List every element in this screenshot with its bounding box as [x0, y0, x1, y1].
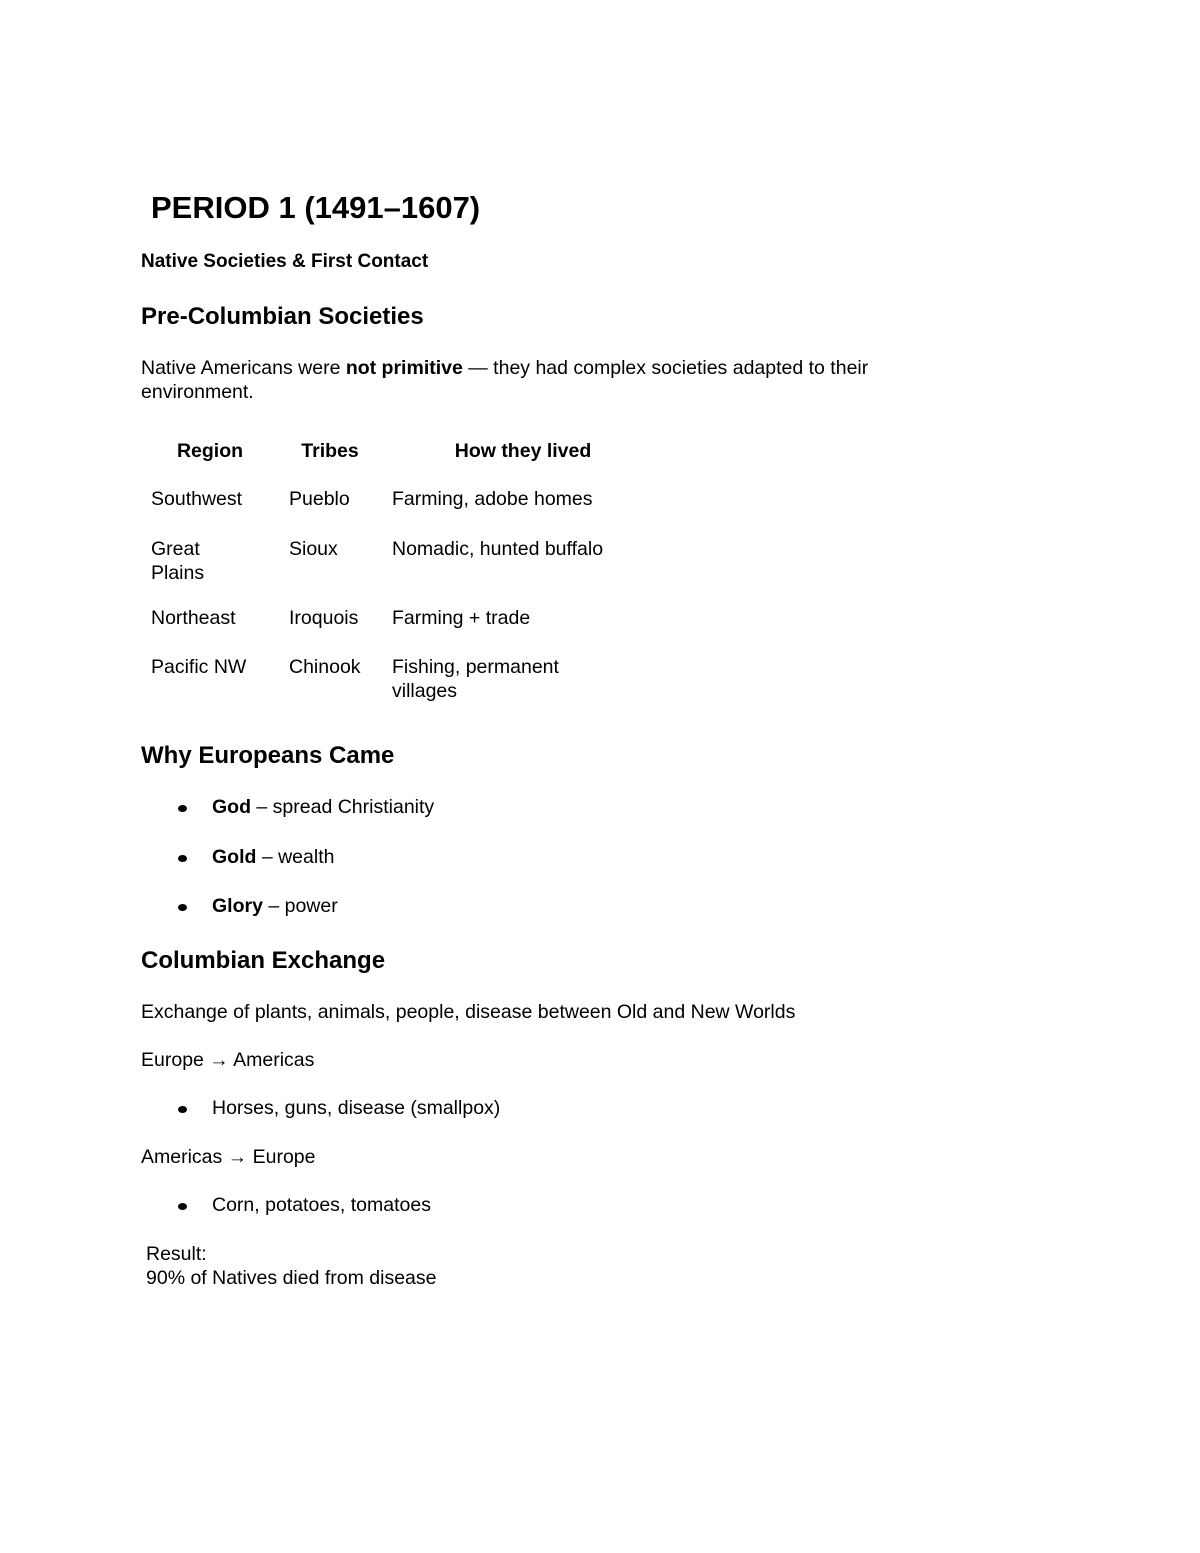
bullet-term: Glory — [212, 895, 263, 917]
result-text: 90% of Natives died from disease — [146, 1267, 437, 1289]
table-cell-region: Great Plains — [151, 538, 205, 584]
bullet-text: Horses, guns, disease (smallpox) — [212, 1097, 501, 1119]
heading-why-europeans: Why Europeans Came — [141, 742, 395, 769]
intro-text-before: Native Americans were — [141, 357, 346, 379]
table-cell-region: Northeast — [151, 607, 236, 629]
heading-pre-columbian: Pre-Columbian Societies — [141, 303, 424, 330]
bullet-term: God — [212, 796, 251, 818]
regions-table — [0, 0, 1200, 720]
bullet-term: Gold — [212, 846, 257, 868]
americas-to-europe-label: Americas → Europe — [141, 1146, 316, 1168]
table-cell-how: Farming + trade — [392, 607, 531, 629]
page-title: PERIOD 1 (1491–1607) — [151, 190, 481, 225]
table-header-how: How they lived — [454, 440, 592, 462]
table-header-tribes: Tribes — [301, 440, 359, 462]
bullet-icon — [178, 855, 187, 862]
bullet-icon — [178, 805, 187, 812]
bullet-text: Corn, potatoes, tomatoes — [212, 1194, 431, 1216]
intro-text-bold: not primitive — [345, 357, 463, 379]
heading-columbian-exchange: Columbian Exchange — [141, 947, 386, 974]
table-cell-region: Pacific NW — [151, 656, 247, 678]
result-label: Result: — [146, 1243, 207, 1265]
page-subtitle: Native Societies & First Contact — [141, 251, 429, 272]
table-cell-how: Fishing, permanent villages — [392, 656, 559, 702]
table-cell-tribe: Chinook — [289, 656, 361, 678]
exchange-definition: Exchange of plants, animals, people, disease between Old and New Worlds — [141, 1001, 796, 1023]
bullet-desc: – wealth — [256, 846, 335, 868]
table-cell-tribe: Pueblo — [289, 488, 350, 510]
table-cell-region: Southwest — [151, 488, 243, 510]
table-cell-how: Nomadic, hunted buffalo — [392, 538, 604, 560]
bullet-icon — [178, 1106, 187, 1113]
bullet-icon — [178, 904, 187, 911]
table-cell-how: Farming, adobe homes — [392, 488, 593, 510]
bullet-desc: – spread Christianity — [251, 796, 435, 818]
intro-text-after: — they had complex societies adapted to their environment. — [141, 357, 869, 403]
table-header-region: Region — [176, 440, 244, 462]
table-cell-tribe: Sioux — [289, 538, 338, 560]
europe-to-americas-label: Europe → Americas — [141, 1049, 315, 1071]
bullet-desc: – power — [262, 895, 338, 917]
bullet-icon — [178, 1203, 187, 1210]
table-cell-tribe: Iroquois — [289, 607, 359, 629]
